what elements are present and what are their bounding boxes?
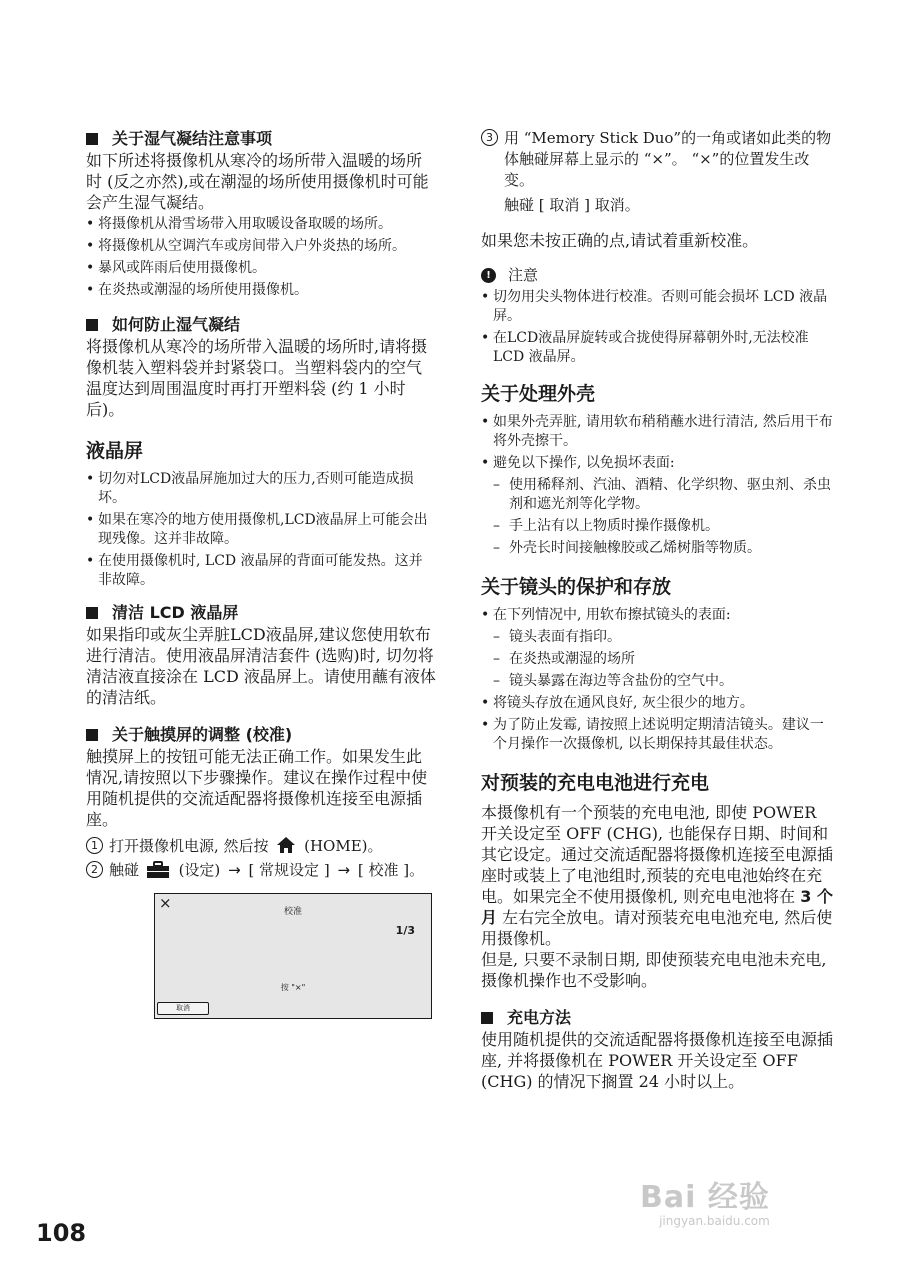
section-heading-clean-lcd: 清洁 LCD 液晶屏 bbox=[86, 602, 436, 624]
casing-sub-list bbox=[481, 476, 833, 558]
list-item: • 在下列情况中, 用软布擦拭镜头的表面: bbox=[481, 606, 833, 625]
section-heading-casing: 关于处理外壳 bbox=[481, 383, 596, 405]
battery-body-2: 但是, 只要不录制日期, 即使预装充电电池未充电, 摄像机操作也不受影响。 bbox=[481, 950, 827, 990]
lens-sub-list bbox=[481, 628, 833, 691]
square-bullet-icon bbox=[86, 729, 98, 741]
step-number: 3 bbox=[481, 129, 498, 146]
arrow-right-icon: → bbox=[228, 861, 241, 879]
step-3: 3 用 “Memory Stick Duo”的一角或诸如此类的物体触碰屏幕上显示的 “×”。 “×”的位置发生改变。 bbox=[481, 128, 833, 191]
list-item: • 如果外壳弄脏, 请用软布稍稍蘸水进行清洁, 然后用干布将外壳擦干。 bbox=[481, 413, 833, 451]
casing-list bbox=[481, 413, 833, 473]
screen-cancel-button: 取消 bbox=[157, 1002, 209, 1015]
list-item: • 为了防止发霉, 请按照上述说明定期清洁镜头。建议一个月操作一次摄像机, 以长期保持其最佳状态。 bbox=[481, 716, 833, 754]
watermark-logo: Bai 经验 bbox=[640, 1180, 770, 1215]
step-number: 2 bbox=[86, 861, 103, 878]
retry-text: 如果您未按正确的点,请试着重新校准。 bbox=[481, 231, 759, 250]
section-heading-lens: 关于镜头的保护和存放 bbox=[481, 576, 672, 598]
list-item: – 外壳长时间接触橡胶或乙烯树脂等物质。 bbox=[481, 539, 833, 558]
close-icon: × bbox=[159, 894, 172, 912]
list-item: • 暴风或阵雨后使用摄像机。 bbox=[86, 259, 436, 278]
list-item: – 镜头暴露在海边等含盐份的空气中。 bbox=[481, 672, 833, 691]
list-item: – 使用稀释剂、汽油、酒精、化学织物、驱虫剂、杀虫剂和遮光剂等化学物。 bbox=[481, 476, 833, 514]
watermark bbox=[640, 1172, 770, 1228]
square-bullet-icon bbox=[86, 607, 98, 619]
list-item: • 将镜头存放在通风良好, 灰尘很少的地方。 bbox=[481, 694, 833, 713]
section-heading-prevent: 如何防止湿气凝结 bbox=[86, 314, 436, 336]
battery-duration: 3 个月 bbox=[481, 887, 833, 927]
prevent-body: 将摄像机从寒冷的场所带入温暖的场所时,请将摄像机装入塑料袋并封紧袋口。当塑料袋内的空气温度达到周围温度时再打开塑料袋 (约 1 小时后)。 bbox=[86, 337, 428, 419]
step-number: 1 bbox=[86, 837, 103, 854]
screen-title: 校准 bbox=[283, 907, 302, 917]
list-item: • 在使用摄像机时, LCD 液晶屏的背面可能发热。这并非故障。 bbox=[86, 552, 436, 590]
list-item: • 避免以下操作, 以免损坏表面: bbox=[481, 454, 833, 473]
step-1: 1 打开摄像机电源, 然后按 (HOME)。 bbox=[86, 836, 436, 857]
arrow-right-icon: → bbox=[337, 861, 351, 879]
section-heading-battery: 对预装的充电电池进行充电 bbox=[481, 772, 710, 794]
square-bullet-icon bbox=[86, 319, 98, 331]
screen-page-indicator: 1/3 bbox=[395, 924, 415, 937]
caution-icon: ! bbox=[481, 268, 496, 283]
right-column bbox=[481, 128, 833, 1092]
lens-list bbox=[481, 606, 833, 625]
home-icon bbox=[276, 836, 296, 854]
list-item: • 如果在寒冷的地方使用摄像机,LCD液晶屏上可能会出现残像。这并非故障。 bbox=[86, 511, 436, 549]
section-heading-condensation: 关于湿气凝结注意事项 bbox=[86, 128, 436, 150]
charge-method-body: 使用随机提供的交流适配器将摄像机连接至电源插座, 并将摄像机在 POWER 开关设定至 OFF (CHG) 的情况下搁置 24 小时以上。 bbox=[481, 1030, 834, 1091]
list-item: • 在LCD液晶屏旋转或合拢使得屏幕朝外时,无法校准 LCD 液晶屏。 bbox=[481, 329, 833, 367]
step-3-sub: 触碰 [ 取消 ] 取消。 bbox=[504, 196, 640, 214]
lcd-list bbox=[86, 470, 436, 590]
touch-body: 触摸屏上的按钮可能无法正确工作。如果发生此情况,请按照以下步骤操作。建议在操作过程中使用随机提供的交流适配器将摄像机连接至电源插座。 bbox=[86, 747, 428, 829]
calibration-screen-illustration bbox=[154, 893, 432, 1019]
list-item: – 镜头表面有指印。 bbox=[481, 628, 833, 647]
list-item: • 将摄像机从空调汽车或房间带入户外炎热的场所。 bbox=[86, 237, 436, 256]
square-bullet-icon bbox=[86, 133, 98, 145]
watermark-url: jingyan.baidu.com bbox=[659, 1214, 770, 1228]
list-item: – 在炎热或潮湿的场所 bbox=[481, 650, 833, 669]
square-bullet-icon bbox=[481, 1012, 493, 1024]
condensation-intro: 如下所述将摄像机从寒冷的场所带入温暖的场所时 (反之亦然),或在潮湿的场所使用摄像机时可能会产生湿气凝结。 bbox=[86, 151, 429, 212]
section-heading-charge-method: 充电方法 bbox=[481, 1007, 833, 1029]
clean-lcd-body: 如果指印或灰尘弄脏LCD液晶屏,建议您使用软布进行清洁。使用液晶屏清洁套件 (选购)时, 切勿将清洁液直接涂在 LCD 液晶屏上。请使用蘸有液体的清洁纸。 bbox=[86, 625, 436, 707]
lens-list-2 bbox=[481, 694, 833, 754]
page-number: 108 bbox=[36, 1219, 87, 1247]
list-item: • 在炎热或潮湿的场所使用摄像机。 bbox=[86, 281, 436, 300]
condensation-list bbox=[86, 215, 436, 300]
list-item: • 切勿用尖头物体进行校准。否则可能会损坏 LCD 液晶屏。 bbox=[481, 288, 833, 326]
left-column bbox=[86, 128, 436, 1019]
step-2: 2 触碰 (设定) → [ 常规设定 ] → [ 校准 ]。 bbox=[86, 860, 436, 881]
section-heading-lcd: 液晶屏 bbox=[86, 440, 144, 462]
list-item: • 切勿对LCD液晶屏施加过大的压力,否则可能造成损坏。 bbox=[86, 470, 436, 508]
caution-list bbox=[481, 288, 833, 367]
battery-body: 本摄像机有一个预装的充电电池, 即使 POWER 开关设定至 OFF (CHG), 也能保存日期、时间和其它设定。通过交流适配器将摄像机连接至电源插座时或装上了电池组时,预装的充电电池始终在充电。如果完全不使用摄像机, 则充电电池将在 3 个月 左右完全放电。请对预装充电电池充电, 然后使用摄像机。 bbox=[481, 803, 834, 948]
list-item: – 手上沾有以上物质时操作摄像机。 bbox=[481, 517, 833, 536]
list-item: • 将摄像机从滑雪场带入用取暖设备取暖的场所。 bbox=[86, 215, 436, 234]
toolbox-settings-icon bbox=[146, 861, 170, 879]
section-heading-touch: 关于触摸屏的调整 (校准) bbox=[86, 724, 436, 746]
caution-heading: ! 注意 bbox=[481, 265, 833, 286]
screen-instruction: 按 "×" bbox=[280, 983, 306, 992]
